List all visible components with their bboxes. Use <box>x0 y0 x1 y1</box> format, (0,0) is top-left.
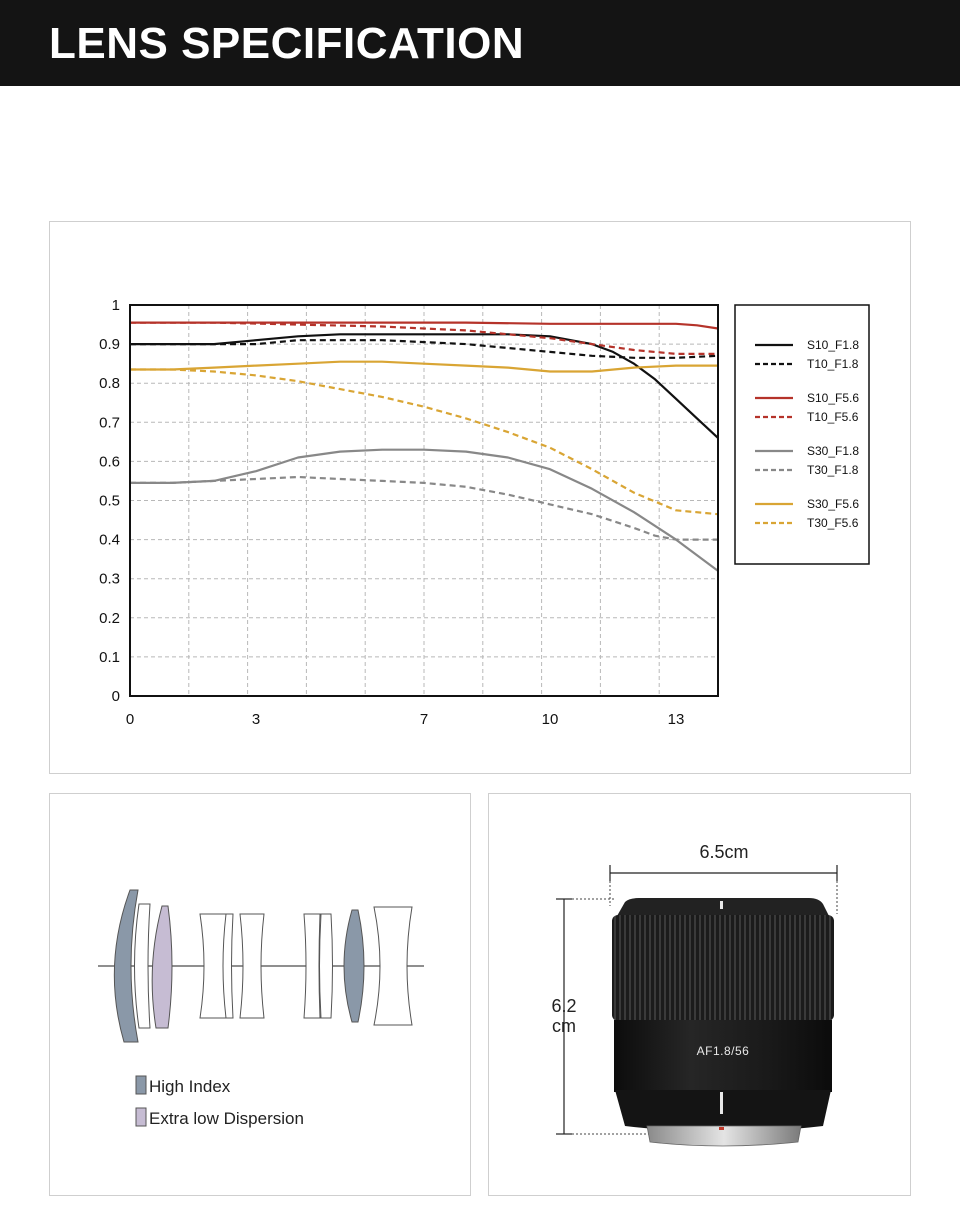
y-tick-label: 0.1 <box>99 648 120 666</box>
y-tick-label: 0 <box>111 688 120 705</box>
legend-entry-label: S30_F1.8 <box>807 444 860 458</box>
x-tick-label: 3 <box>251 711 261 728</box>
x-tick-label: 7 <box>419 711 429 728</box>
lens-elements-panel <box>49 793 471 1196</box>
y-tick-label: 0.6 <box>99 453 120 471</box>
lens-dimensions-panel <box>488 793 911 1196</box>
mtf-chart <box>50 222 912 775</box>
x-tick-label: 10 <box>541 711 559 728</box>
page-title: LENS SPECIFICATION <box>49 19 525 68</box>
y-tick-label: 1 <box>111 297 120 314</box>
extra-low-dispersion-element <box>152 906 172 1028</box>
height-label-unit: cm <box>552 1016 576 1036</box>
lens-element-2 <box>135 904 151 1028</box>
width-label: 6.5cm <box>699 842 749 862</box>
lens-dimensions-diagram <box>489 794 912 1197</box>
y-tick-label: 0.7 <box>99 414 120 432</box>
y-tick-label: 0.3 <box>99 570 120 588</box>
high-index-label: High Index <box>149 1077 231 1096</box>
legend-entry-label: S10_F1.8 <box>807 338 860 352</box>
legend-entry-label: T30_F1.8 <box>807 463 859 477</box>
lens-element-8 <box>320 914 333 1018</box>
y-tick-label: 0.4 <box>99 531 120 549</box>
y-tick-label: 0.9 <box>99 336 120 354</box>
y-tick-label: 0.5 <box>99 492 120 510</box>
lens-marking: AF1.8/56 <box>696 1044 750 1058</box>
legend-entry-label: S10_F5.6 <box>807 391 860 405</box>
x-tick-label: 0 <box>125 711 135 728</box>
chart-legend <box>735 305 869 564</box>
x-tick-label: 13 <box>667 711 685 728</box>
mtf-chart-panel <box>49 221 911 774</box>
y-tick-label: 0.2 <box>99 609 120 627</box>
lens-product-image <box>612 898 834 1146</box>
high-index-swatch <box>136 1076 146 1094</box>
lens-element-5 <box>223 914 233 1018</box>
high-index-element-2 <box>344 910 364 1022</box>
y-tick-label: 0.8 <box>99 375 120 393</box>
lens-element-7 <box>304 914 320 1018</box>
legend-entry-label: T10_F5.6 <box>807 410 859 424</box>
lens-element-10 <box>374 907 412 1025</box>
y-axis-ticks <box>99 297 120 705</box>
legend-entry-label: T30_F5.6 <box>807 516 859 530</box>
x-axis-ticks <box>126 711 685 728</box>
height-label-value: 6.2 <box>551 996 577 1016</box>
lens-element-6 <box>240 914 264 1018</box>
extra-low-dispersion-swatch <box>136 1108 146 1126</box>
extra-low-dispersion-label: Extra low Dispersion <box>149 1109 304 1128</box>
legend-entry-label: S30_F5.6 <box>807 497 860 511</box>
page-header <box>0 0 960 86</box>
lens-elements-diagram <box>50 794 472 1197</box>
legend-entry-label: T10_F1.8 <box>807 357 859 371</box>
